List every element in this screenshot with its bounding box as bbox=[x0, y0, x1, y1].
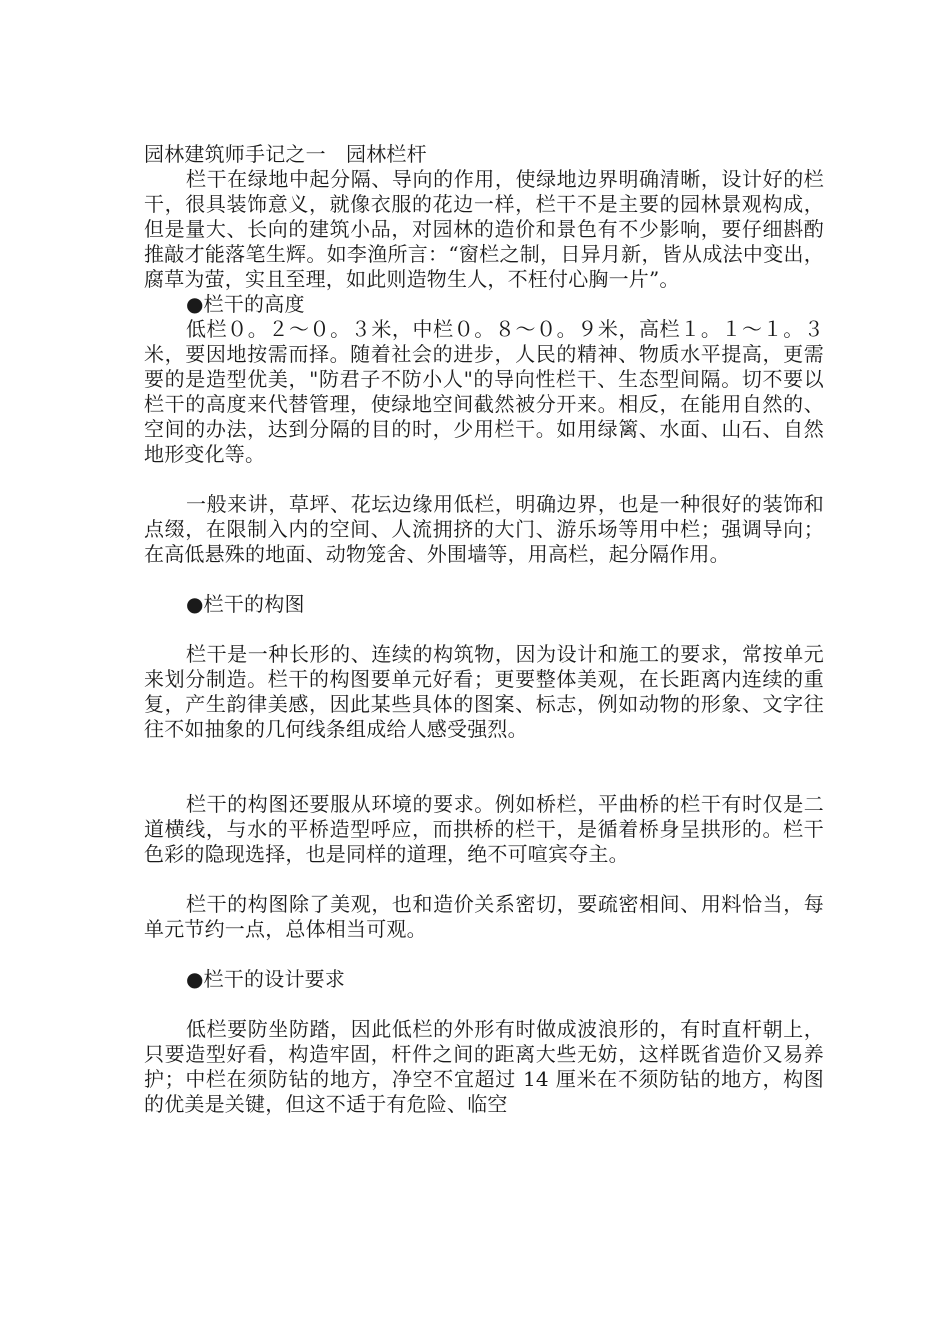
document-title: 园林建筑师手记之一 园林栏杆 bbox=[144, 142, 427, 166]
composition-paragraph-1: 栏干是一种长形的、连续的构筑物，因为设计和施工的要求，常按单元来划分制造。栏干的构图要单元好看；更要整体美观，在长距离内连续的重复，产生韵律美感，因此某些具体的图案、标志，例如动物的形象、文字往往不如抽象的几何线条组成给人感受强烈。 bbox=[144, 642, 824, 741]
paragraph-spacer bbox=[144, 742, 824, 792]
paragraph-spacer bbox=[144, 867, 824, 892]
paragraph-spacer bbox=[144, 942, 824, 967]
paragraph-spacer bbox=[144, 567, 824, 592]
composition-paragraph-3: 栏干的构图除了美观，也和造价关系密切，要疏密相间、用料恰当，每单元节约一点，总体相当可观。 bbox=[144, 892, 824, 941]
composition-paragraph-2: 栏干的构图还要服从环境的要求。例如桥栏，平曲桥的栏干有时仅是二道横线，与水的平桥造型呼应，而拱桥的栏干，是循着桥身呈拱形的。栏干色彩的隐现选择，也是同样的道理，绝不可喧宾夺主。 bbox=[144, 792, 824, 866]
paragraph-spacer bbox=[144, 992, 824, 1017]
paragraph-spacer bbox=[144, 467, 824, 492]
section-heading-composition: ●栏干的构图 bbox=[186, 592, 305, 616]
intro-paragraph: 栏干在绿地中起分隔、导向的作用，使绿地边界明确清晰，设计好的栏干，很具装饰意义，就像衣服的花边一样，栏干不是主要的园林景观构成，但是量大、长向的建筑小品，对园林的造价和景色有不少影响，要仔细斟酌推敲才能落笔生辉。如李渔所言：“窗栏之制，日异月新，皆从成法中变出，腐草为萤，实且至理，如此则造物生人，不枉付心胸一片”。 bbox=[144, 167, 824, 291]
height-paragraph-2: 一般来讲，草坪、花坛边缘用低栏，明确边界，也是一种很好的装饰和点缀，在限制入内的空间、人流拥挤的大门、游乐场等用中栏；强调导向；在高低悬殊的地面、动物笼舍、外围墙等，用高栏，起分隔作用。 bbox=[144, 492, 824, 566]
height-paragraph-1: 低栏０。２～０。３米，中栏０。８～０。９米，高栏１。１～１。３米，要因地按需而择。随着社会的进步，人民的精神、物质水平提高，更需要的是造型优美，"防君子不防小人"的导向性栏干、生态型间隔。切不要以栏干的高度来代替管理，使绿地空间截然被分开来。相反，在能用自然的、空间的办法，达到分隔的目的时，少用栏干。如用绿篱、水面、山石、自然地形变化等。 bbox=[144, 317, 824, 466]
section-heading-design: ●栏干的设计要求 bbox=[186, 967, 346, 991]
document-page bbox=[144, 142, 824, 1117]
paragraph-spacer bbox=[144, 617, 824, 642]
design-paragraph-1: 低栏要防坐防踏，因此低栏的外形有时做成波浪形的，有时直杆朝上，只要造型好看，构造牢固，杆件之间的距离大些无妨，这样既省造价又易养护；中栏在须防钻的地方，净空不宜超过 14 厘米在不须防钻的地方，构图的优美是关键，但这不适于有危险、临空 bbox=[144, 1017, 824, 1116]
section-heading-height: ●栏干的高度 bbox=[186, 292, 305, 316]
